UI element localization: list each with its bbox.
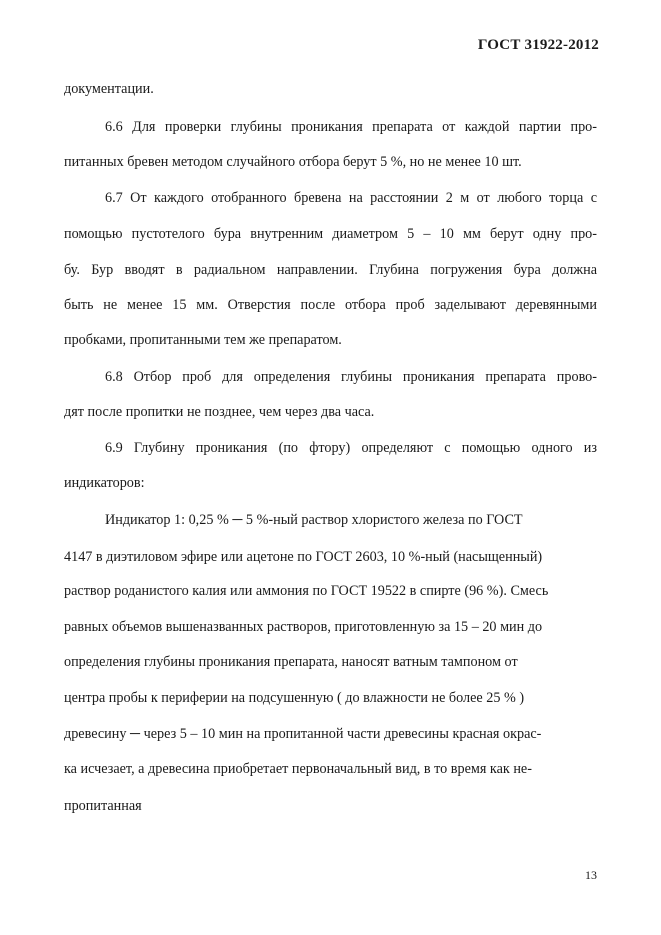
page-number: 13 xyxy=(585,868,597,882)
text-line: быть не менее 15 мм. Отверстия после отбора проб заделывают деревянными xyxy=(64,297,597,313)
text-line: индикаторов: xyxy=(64,475,145,491)
text-line: Индикатор 1: 0,25 % ─ 5 %-ный раствор хлористого железа по ГОСТ xyxy=(105,512,523,528)
text-line: бу. Бур вводят в радиальном направлении. Глубина погружения бура должна xyxy=(64,262,597,278)
text-line: 6.8 Отбор проб для определения глубины проникания препарата прово- xyxy=(105,369,597,385)
text-line: 6.7 От каждого отобранного бревена на расстоянии 2 м от любого торца с xyxy=(105,190,597,206)
text-line: определения глубины проникания препарата, наносят ватным тампоном от xyxy=(64,654,518,670)
text-line: древесину ─ через 5 – 10 мин на пропитанной части древесины красная окрас- xyxy=(64,726,542,742)
text-line: ка исчезает, а древесина приобретает первоначальный вид, в то время как не- xyxy=(64,761,532,777)
text-line: пробками, пропитанными тем же препаратом. xyxy=(64,332,342,348)
text-line: питанных бревен методом случайного отбора берут 5 %, но не менее 10 шт. xyxy=(64,154,522,170)
document-header-standard: ГОСТ 31922-2012 xyxy=(477,37,599,53)
text-line: дят после пропитки не позднее, чем через два часа. xyxy=(64,404,375,420)
text-line: документации. xyxy=(64,81,154,97)
text-line: 4147 в диэтиловом эфире или ацетоне по ГОСТ 2603, 10 %-ный (насыщенный) xyxy=(64,549,543,565)
text-line: раствор роданистого калия или аммония по ГОСТ 19522 в спирте (96 %). Смесь xyxy=(64,583,549,599)
text-line: 6.9 Глубину проникания (по фтору) определяют с помощью одного из xyxy=(105,440,597,456)
text-line: равных объемов вышеназванных растворов, приготовленную за 15 – 20 мин до xyxy=(64,619,543,635)
text-line: центра пробы к периферии на подсушенную ( до влажности не более 25 % ) xyxy=(64,690,525,706)
text-line: 6.6 Для проверки глубины проникания препарата от каждой партии про- xyxy=(105,119,597,135)
text-line: помощью пустотелого бура внутренним диаметром 5 – 10 мм берут одну про- xyxy=(64,226,597,242)
text-line: пропитанная xyxy=(64,798,142,814)
